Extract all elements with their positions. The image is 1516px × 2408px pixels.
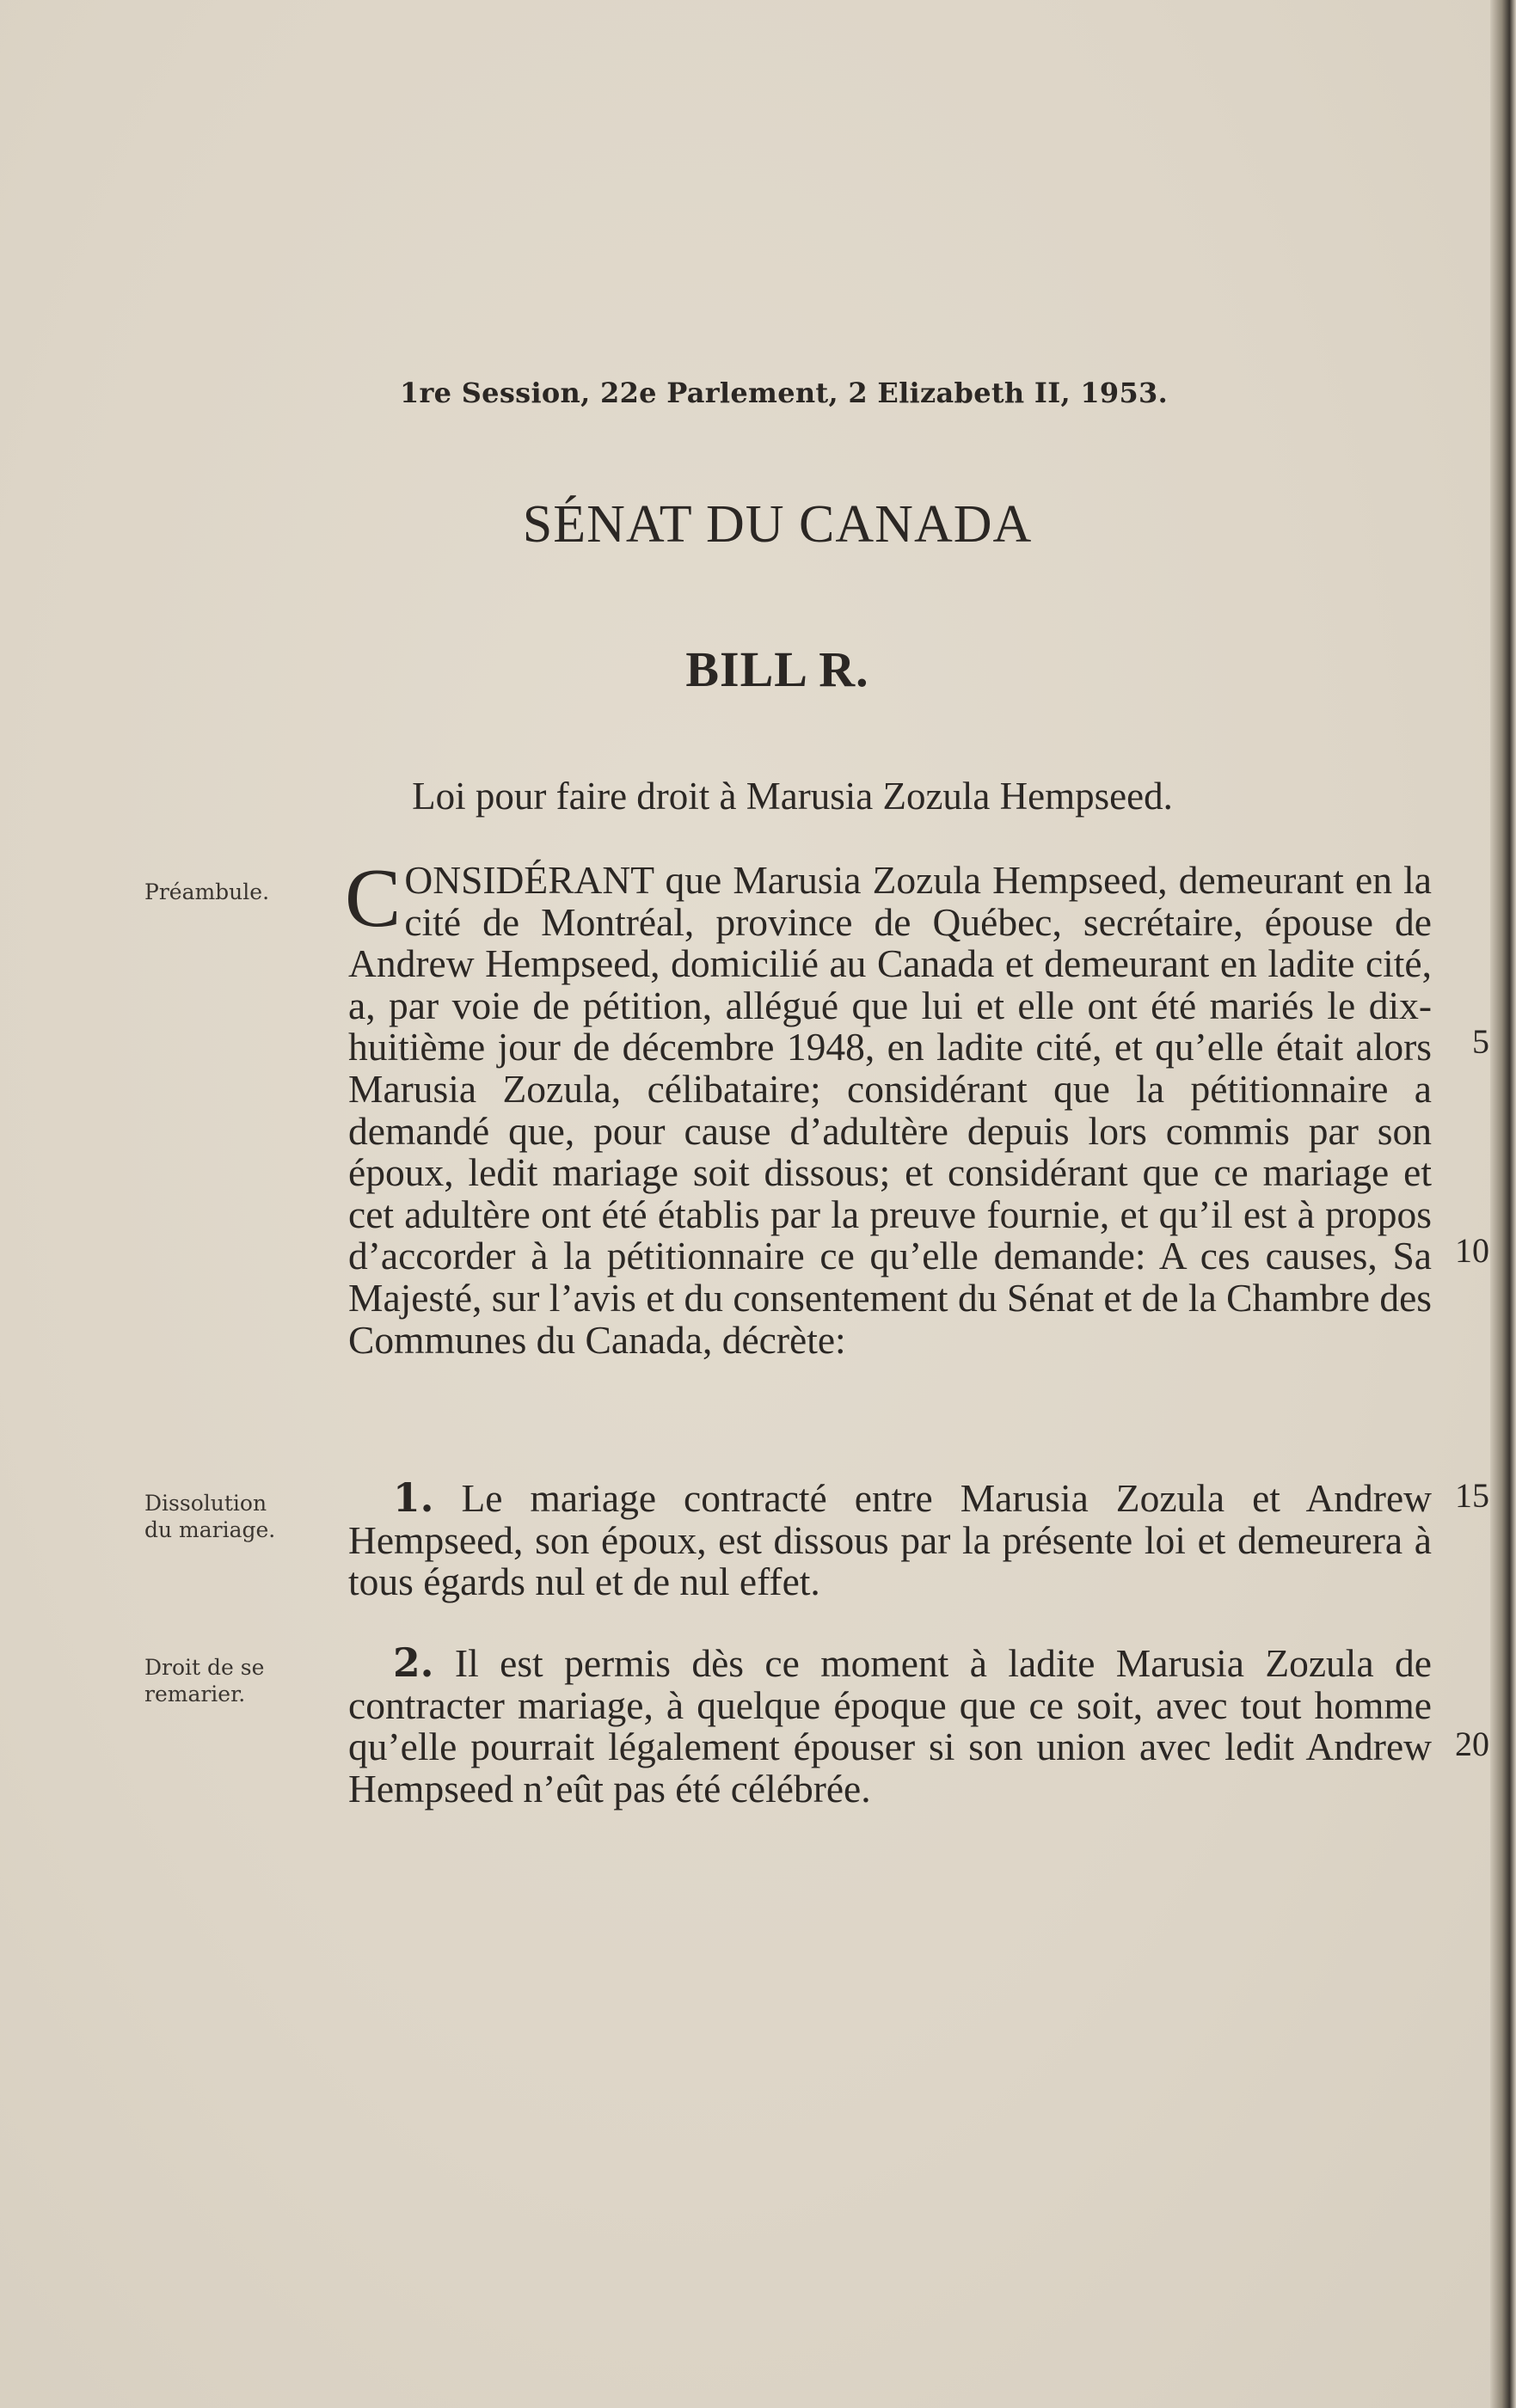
page-binding-edge (1490, 0, 1516, 2408)
margin-note-preamble-text: Préambule. (144, 879, 270, 904)
preamble-text: ONSIDÉRANT que Marusia Zozula Hempseed, demeurant en la cité de Montréal, province de Québec, secrétaire, épouse de Andrew Hempseed, domicilié au Canada et demeurant en ladite cité, a, par voie de pétition, allégué que lui et elle ont été mariés le dix-huitième jour de décembre 1948, en ladite cité, et qu’elle était alors Marusia Zozula, célibataire; considérant que la pétitionnaire a demandé que, pour cause d’adultère depuis lors commis par son époux, ledit mariage soit dissous; et considérant que ce mariage et cet adultère ont été établis par la preuve fournie, et qu’il est à propos d’accorder à la pétitionnaire ce qu’elle demande: A ces causes, Sa Majesté, sur l’avis et du consentement du Sénat et de la Chambre des Communes du Canada, décrète: (348, 858, 1432, 1362)
margin-note-remarry (144, 1654, 334, 1707)
margin-note-dissolution-line2: du mariage. (144, 1517, 276, 1542)
preamble-block (345, 852, 1432, 1362)
section-1-paragraph (348, 1474, 1433, 1604)
margin-note-dissolution (144, 1490, 334, 1543)
line-number-10: 10 (1455, 1231, 1489, 1270)
preamble-paragraph (345, 852, 1432, 1362)
line-number-20: 20 (1455, 1725, 1489, 1763)
margin-note-remarry-line2: remarier. (144, 1682, 246, 1706)
bill-subtitle: Loi pour faire droit à Marusia Zozula Hempseed. (412, 775, 1173, 818)
margin-note-preamble (144, 879, 334, 905)
bill-title: BILL R. (685, 641, 869, 697)
line-number-15: 15 (1455, 1476, 1489, 1515)
section-1 (348, 1474, 1433, 1604)
section-2 (348, 1639, 1433, 1811)
section-1-number: 1. (393, 1474, 434, 1521)
margin-note-remarry-line1: Droit de se (144, 1655, 265, 1680)
preamble-dropcap: C (345, 852, 402, 945)
session-line: 1re Session, 22e Parlement, 2 Elizabeth II, 1953. (399, 377, 1169, 409)
senate-title: SÉNAT DU CANADA (522, 495, 1033, 554)
line-number-5: 5 (1472, 1022, 1489, 1061)
section-2-number: 2. (393, 1639, 434, 1686)
section-2-paragraph (348, 1639, 1433, 1811)
section-2-text: Il est permis dès ce moment à ladite Marusia Zozula de contracter mariage, à quelque époque que ce soit, avec tout homme qu’elle pourrait légalement épouser si son union avec ledit Andrew Hempseed n’eût pas été célébrée. (348, 1641, 1433, 1811)
margin-note-dissolution-line1: Dissolution (144, 1491, 267, 1516)
section-1-text: Le mariage contracté entre Marusia Zozula et Andrew Hempseed, son époux, est dissous par la présente loi et demeurera à tous égards nul et de nul effet. (348, 1476, 1433, 1604)
